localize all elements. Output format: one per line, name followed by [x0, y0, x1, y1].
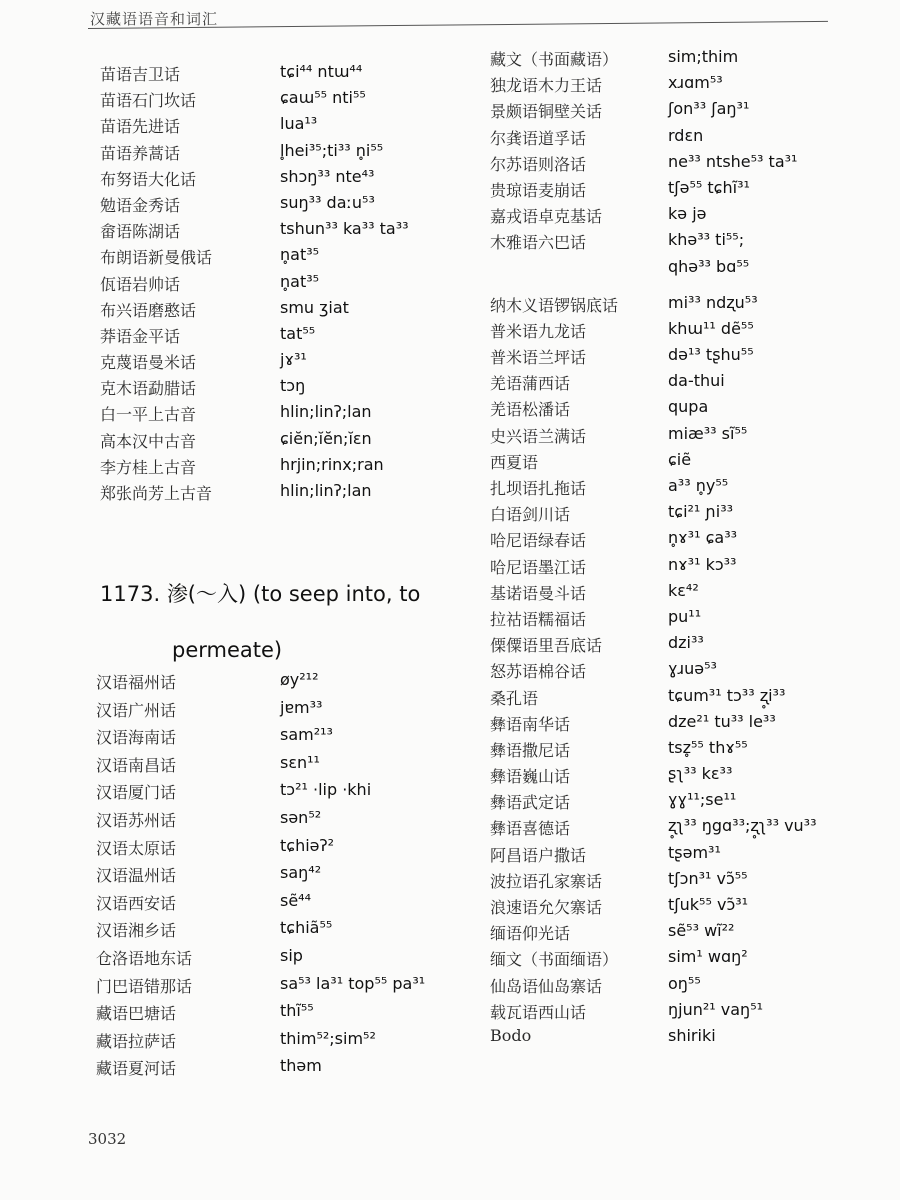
language-name: 景颇语铜壁关话 — [490, 102, 603, 122]
phonetic-form: ɕaɯ⁵⁵ nti⁵⁵ — [280, 88, 366, 108]
language-name: 西夏语 — [490, 452, 539, 472]
language-name: 基诺语曼斗话 — [490, 583, 587, 603]
language-name: 尔苏语则洛话 — [490, 154, 587, 174]
phonetic-form: n̥at³⁵ — [280, 245, 320, 265]
phonetic-form: tʃɔn³¹ vɔ̃⁵⁵ — [668, 868, 748, 888]
language-name: 彝语撒尼话 — [490, 740, 571, 760]
language-name: 佤语岩帅话 — [100, 274, 181, 294]
phonetic-form: də¹³ tʂhu⁵⁵ — [668, 345, 754, 365]
phonetic-form: thim⁵²;sim⁵² — [280, 1028, 376, 1048]
phonetic-form: shiriki — [668, 1025, 716, 1045]
language-name: 哈尼语墨江话 — [490, 557, 587, 577]
language-name: 白一平上古音 — [100, 405, 197, 425]
language-name: 汉语苏州话 — [96, 810, 177, 830]
phonetic-form: smu ʒiat — [280, 297, 349, 317]
phonetic-form: sim;thim — [668, 47, 739, 66]
phonetic-form: tɕum³¹ tɔ³³ ʐ̥i³³ — [668, 685, 786, 705]
language-name: 汉语福州话 — [96, 673, 177, 692]
phonetic-form: pu¹¹ — [668, 606, 702, 626]
language-name: 藏语拉萨话 — [96, 1031, 177, 1051]
language-name: 藏文（书面藏语） — [490, 50, 619, 69]
language-name: 苗语石门坎话 — [100, 91, 197, 111]
language-name: 汉语西安话 — [96, 893, 177, 913]
language-name: 彝语武定话 — [490, 793, 571, 813]
phonetic-form: xɹɑm⁵³ — [668, 73, 723, 93]
phonetic-form: tɔ²¹ ·lip ·khi — [280, 780, 372, 800]
phonetic-form: khə³³ ti⁵⁵; — [668, 230, 745, 250]
phonetic-form: n̥at³⁵ — [280, 271, 320, 291]
language-name: 史兴语兰满话 — [490, 426, 587, 446]
phonetic-form: hrjin;rinx;ran — [280, 454, 384, 474]
language-name: Bodo — [490, 1025, 532, 1045]
language-name: 怒苏语棉谷话 — [490, 662, 587, 682]
phonetic-form: dze²¹ tu³³ le³³ — [668, 711, 776, 731]
page-number: 3032 — [88, 1130, 127, 1148]
language-name: 羌语松潘话 — [490, 400, 571, 420]
language-name: 独龙语木力王话 — [490, 76, 603, 96]
language-name: 仓洛语地东话 — [96, 948, 193, 968]
language-name: 拉祜语糯福话 — [490, 609, 587, 629]
entry-gloss-1: (to seep into, to — [252, 582, 421, 606]
phonetic-form: sam²¹³ — [280, 725, 333, 745]
phonetic-form: saŋ⁴² — [280, 863, 322, 883]
language-name: 汉语太原话 — [96, 838, 177, 858]
language-name: 布兴语磨憨话 — [100, 300, 197, 320]
phonetic-form: sẽ⁵³ wĩ²² — [668, 921, 735, 941]
phonetic-form: tɕi²¹ ɲi³³ — [668, 502, 734, 522]
language-name: 普米语兰坪话 — [490, 348, 587, 368]
phonetic-form: tɕhiəʔ² — [280, 835, 335, 855]
language-name: 白语剑川话 — [490, 505, 571, 525]
phonetic-form: miæ³³ sĩ⁵⁵ — [668, 423, 748, 443]
phonetic-form: kə jə — [668, 204, 707, 224]
phonetic-form: tshun³³ ka³³ ta³³ — [280, 219, 409, 239]
phonetic-form: jɐm³³ — [280, 697, 323, 717]
running-header: 汉藏语语音和词汇 — [90, 10, 219, 28]
phonetic-form: ŋjun²¹ vaŋ⁵¹ — [668, 999, 764, 1019]
language-name: 普米语九龙话 — [490, 321, 587, 341]
phonetic-form: suŋ³³ daːu⁵³ — [280, 192, 375, 212]
language-name: 李方桂上古音 — [100, 457, 197, 477]
language-name: 汉语温州话 — [96, 866, 177, 886]
phonetic-form: a³³ n̥y⁵⁵ — [668, 476, 729, 495]
language-name: 藏语夏河话 — [96, 1059, 177, 1079]
phonetic-form: tɕhiã⁵⁵ — [280, 918, 333, 938]
phonetic-form: shɔŋ³³ nte⁴³ — [280, 166, 375, 186]
language-name: 缅文（书面缅语） — [490, 950, 619, 970]
phonetic-form: nɤ³¹ kɔ³³ — [668, 554, 737, 574]
language-name: 浪速语允欠寨话 — [490, 898, 603, 917]
entry-heading — [100, 566, 480, 678]
phonetic-form: l̥hei³⁵;ti³³ n̥i⁵⁵ — [280, 140, 384, 160]
language-name: 勉语金秀话 — [100, 195, 181, 215]
phonetic-form: khɯ¹¹ dẽ⁵⁵ — [668, 318, 754, 338]
language-name: 布朗语新曼俄话 — [100, 248, 213, 268]
phonetic-form: ʃon³³ ʃaŋ³¹ — [668, 99, 750, 119]
phonetic-form: sən⁵² — [280, 807, 322, 827]
phonetic-form: ɣɣ¹¹;se¹¹ — [668, 790, 737, 810]
language-name: 扎坝语扎拖话 — [490, 479, 587, 498]
language-name: 载瓦语西山话 — [490, 1002, 587, 1022]
language-name: 贵琼语麦崩话 — [490, 180, 587, 200]
phonetic-form: øy²¹² — [280, 670, 319, 689]
language-name: 傈僳语里吾底话 — [490, 636, 603, 656]
phonetic-form: ne³³ ntshe⁵³ ta³¹ — [668, 151, 798, 171]
language-name: 嘉戎语卓克基话 — [490, 207, 603, 227]
phonetic-form: sim¹ wɑŋ² — [668, 947, 748, 967]
phonetic-form: oŋ⁵⁵ — [668, 973, 701, 993]
phonetic-form: ʂʅ³³ kɛ³³ — [668, 764, 733, 784]
language-name: 桑孔语 — [490, 688, 539, 708]
phonetic-form: mi³³ ndʐu⁵³ — [668, 292, 758, 312]
language-name: 藏语巴塘话 — [96, 1004, 177, 1024]
phonetic-form: sa⁵³ la³¹ top⁵⁵ pa³¹ — [280, 973, 426, 993]
phonetic-form: tɕi⁴⁴ ntɯ⁴⁴ — [280, 62, 363, 81]
phonetic-form: dzi³³ — [668, 633, 704, 653]
language-name: 阿昌语户撒话 — [490, 845, 587, 865]
language-name: 畲语陈湖话 — [100, 222, 181, 242]
language-name: 克木语勐腊话 — [100, 379, 197, 399]
phonetic-form: tat⁵⁵ — [280, 323, 316, 343]
phonetic-form: kɛ⁴² — [668, 580, 699, 600]
language-name: 汉语广州话 — [96, 700, 177, 720]
phonetic-form: thĩ⁵⁵ — [280, 1001, 314, 1021]
phonetic-form: tsz̥⁵⁵ thɤ⁵⁵ — [668, 737, 748, 757]
language-name: 莽语金平话 — [100, 326, 181, 346]
language-name: 苗语先进话 — [100, 117, 181, 137]
language-name: 仙岛语仙岛寨话 — [490, 976, 603, 996]
phonetic-form: ɣɹuə⁵³ — [668, 659, 717, 679]
phonetic-form: thəm — [280, 1056, 322, 1076]
entry-gloss-2: permeate) — [172, 638, 283, 662]
phonetic-form: da-thui — [668, 371, 725, 391]
language-name: 汉语南昌话 — [96, 755, 177, 775]
phonetic-form: tʃuk⁵⁵ vɔ̃³¹ — [668, 895, 749, 914]
language-name: 哈尼语绿春话 — [490, 531, 587, 551]
language-name: 苗语养蒿话 — [100, 143, 181, 163]
language-name: 高本汉中古音 — [100, 431, 197, 451]
language-name: 汉语厦门话 — [96, 783, 177, 803]
phonetic-form: sɛn¹¹ — [280, 752, 320, 772]
language-name: 彝语喜德话 — [490, 819, 571, 839]
language-name: 尔龚语道孚话 — [490, 128, 587, 148]
phonetic-form: sẽ⁴⁴ — [280, 890, 312, 910]
language-name: 门巴语错那话 — [96, 976, 193, 996]
language-name: 汉语海南话 — [96, 728, 177, 748]
language-name: 汉语湘乡话 — [96, 921, 177, 941]
language-name: 波拉语孔家寨话 — [490, 871, 603, 891]
phonetic-form: tʂəm³¹ — [668, 842, 721, 862]
phonetic-form: ɕiĕn;ĭĕn;ĭɛn — [280, 428, 372, 448]
phonetic-form: sip — [280, 945, 303, 965]
phonetic-form: lua¹³ — [280, 114, 318, 134]
language-name: 苗语吉卫话 — [100, 65, 181, 84]
phonetic-form: qupa — [668, 397, 709, 417]
phonetic-form: tʃə⁵⁵ tɕhĩ³¹ — [668, 177, 750, 197]
phonetic-form: n̥ɤ³¹ ɕa³³ — [668, 528, 738, 548]
phonetic-form: rdɛn — [668, 125, 704, 145]
phonetic-form: hlin;linʔ;lan — [280, 481, 372, 500]
language-name: 彝语巍山话 — [490, 767, 571, 787]
language-name: 布努语大化话 — [100, 169, 197, 189]
phonetic-form: tɔŋ — [280, 376, 306, 396]
entry-headword: 渗(～入) — [166, 582, 247, 606]
language-name: 羌语蒲西话 — [490, 374, 571, 394]
phonetic-form: hlin;linʔ;lan — [280, 402, 372, 422]
language-name: 郑张尚芳上古音 — [100, 484, 213, 503]
language-name: 克蔑语曼米话 — [100, 353, 197, 373]
language-name: 彝语南华话 — [490, 714, 571, 734]
language-name: 木雅语六巴话 — [490, 233, 587, 253]
entry-number: 1173. — [100, 582, 161, 606]
language-name: 纳木义语锣锅底话 — [490, 295, 619, 315]
phonetic-form: jɤ³¹ — [280, 350, 307, 370]
phonetic-form: ʐ̥ʅ³³ ŋgɑ³³;ʐ̥ʅ³³ vu³³ — [668, 816, 817, 836]
phonetic-form: qhə³³ bɑ⁵⁵ — [668, 256, 750, 276]
phonetic-form: ɕiẽ — [668, 449, 692, 469]
language-name: 缅语仰光话 — [490, 924, 571, 944]
